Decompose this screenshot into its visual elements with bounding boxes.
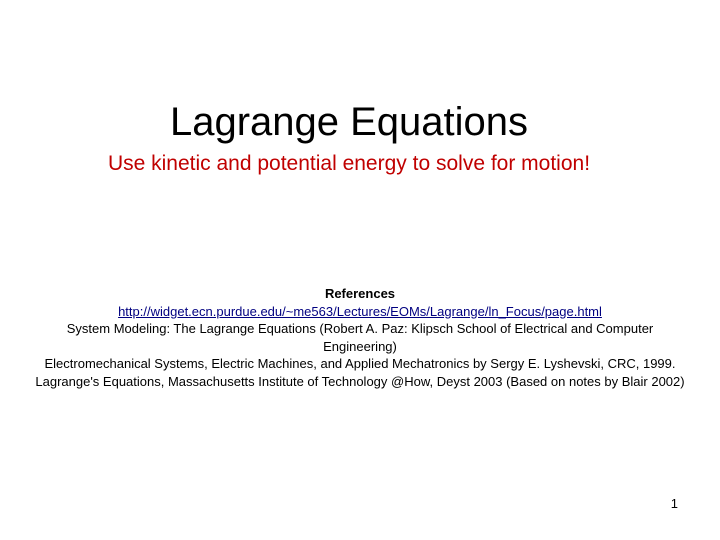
reference-link[interactable]: http://widget.ecn.purdue.edu/~me563/Lectures/EOMs/Lagrange/ln_Focus/page.html xyxy=(118,303,602,319)
references-heading: References xyxy=(324,286,396,301)
slide-title: Lagrange Equations xyxy=(169,100,529,144)
reference-item: System Modeling: The Lagrange Equations (Robert A. Paz: Klipsch School of Electrical and Computer Engineering) xyxy=(66,321,654,354)
reference-item: Lagrange's Equations, Massachusetts Institute of Technology @How, Deyst 2003 (Based on notes by Blair 2002) xyxy=(35,373,685,389)
slide-subtitle: Use kinetic and potential energy to solve for motion! xyxy=(107,152,591,175)
reference-item: Electromechanical Systems, Electric Machines, and Applied Mechatronics by Sergy E. Lyshevski, CRC, 1999. xyxy=(44,356,676,371)
page-number: 1 xyxy=(670,496,678,511)
references-block xyxy=(30,285,690,390)
